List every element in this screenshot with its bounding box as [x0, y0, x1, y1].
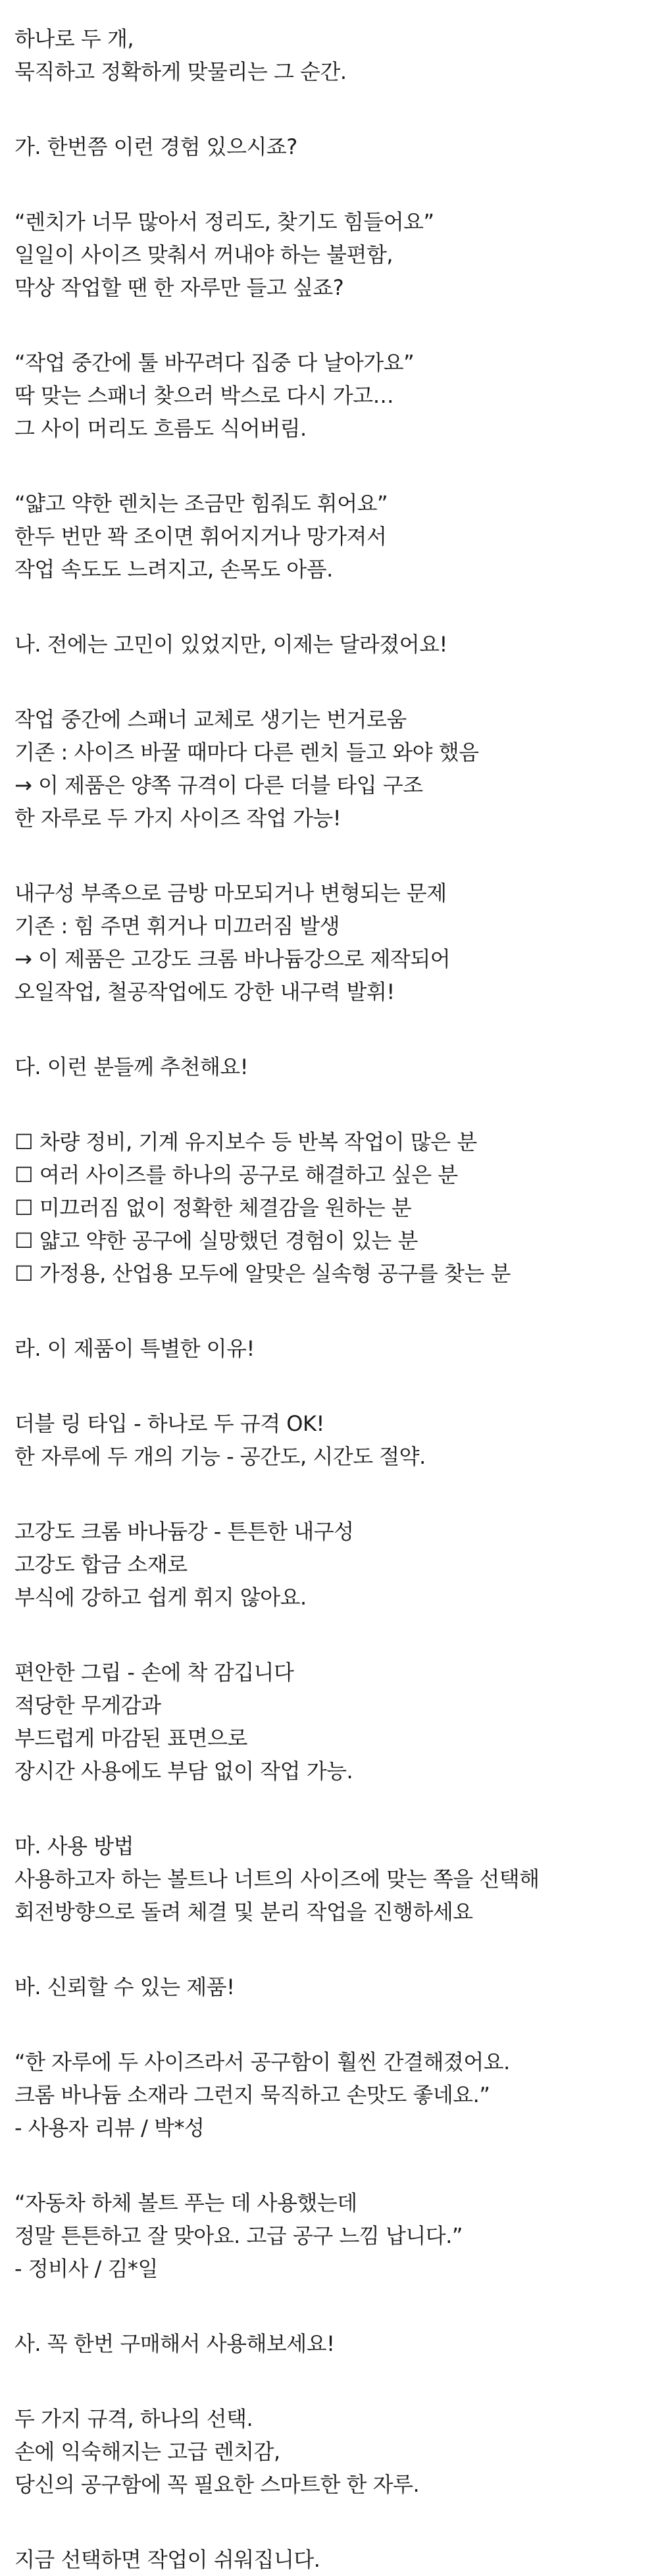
pain-point-line: 작업 속도도 느려지고, 손목도 아픔.: [14, 557, 333, 582]
pain-point-line: 일일이 사이즈 맞춰서 꺼내야 하는 불편함,: [14, 242, 393, 267]
feature-paragraph: [14, 1656, 658, 1788]
review-author: - 정비사 / 김*일: [14, 2256, 158, 2281]
feature-title: 편안한 그립 - 손에 착 감깁니다: [14, 1660, 294, 1685]
usage-line: 사용하고자 하는 볼트나 너트의 사이즈에 맞는 쪽을 선택해: [14, 1867, 540, 1892]
section-heading-na: [14, 628, 658, 661]
heading-text: 다. 이런 분들께 추천해요!: [14, 1054, 249, 1079]
solution-line: 기존 : 사이즈 바꿀 때마다 다른 렌치 들고 와야 했음: [14, 740, 479, 765]
feature-line: 장시간 사용에도 부담 없이 작업 가능.: [14, 1759, 353, 1784]
solution-line: 작업 중간에 스패너 교체로 생기는 번거로움: [14, 707, 407, 732]
closing-line: 두 가지 규격, 하나의 선택.: [14, 2406, 253, 2431]
pain-point-quote: “작업 중간에 툴 바꾸려다 집중 다 날아가요”: [14, 350, 415, 375]
solution-line: → 이 제품은 양쪽 규격이 다른 더블 타입 구조: [14, 773, 423, 798]
pain-point-line: 한두 번만 꽉 조이면 휘어지거나 망가져서: [14, 524, 387, 549]
heading-text: 마. 사용 방법: [14, 1834, 134, 1859]
review-paragraph: [14, 2186, 658, 2285]
feature-line: 적당한 무게감과: [14, 1693, 161, 1718]
pain-point-quote: “렌치가 너무 많아서 정리도, 찾기도 힘들어요”: [14, 209, 434, 234]
section-heading-da: [14, 1050, 658, 1083]
review-quote: 정말 튼튼하고 잘 맞아요. 고급 공구 느낌 납니다.”: [14, 2223, 463, 2248]
final-paragraph: [14, 2543, 658, 2576]
solution-paragraph: [14, 703, 658, 835]
solution-line: → 이 제품은 고강도 크롬 바나듐강으로 제작되어: [14, 946, 451, 971]
feature-line: 부드럽게 마감된 표면으로: [14, 1726, 247, 1751]
section-heading-ra: [14, 1332, 658, 1365]
feature-title: 더블 링 타입 - 하나로 두 규격 OK!: [14, 1411, 324, 1436]
final-line: 지금 선택하면 작업이 쉬워집니다.: [14, 2547, 320, 2572]
heading-text: 가. 한번쯤 이런 경험 있으시죠?: [14, 134, 297, 159]
checklist-item: ☐ 여러 사이즈를 하나의 공구로 해결하고 싶은 분: [14, 1162, 458, 1187]
pain-point-line: 딱 맞는 스패너 찾으러 박스로 다시 가고…: [14, 383, 394, 408]
intro-paragraph: [14, 22, 658, 88]
review-quote: “자동차 하체 볼트 푸는 데 사용했는데: [14, 2190, 357, 2215]
solution-line: 내구성 부족으로 금방 마모되거나 변형되는 문제: [14, 881, 447, 906]
intro-line: 하나로 두 개,: [14, 26, 134, 51]
feature-title: 고강도 크롬 바나듐강 - 튼튼한 내구성: [14, 1519, 354, 1544]
pain-point-line: 막상 작업할 땐 한 자루만 들고 싶죠?: [14, 275, 344, 300]
heading-text: 라. 이 제품이 특별한 이유!: [14, 1336, 255, 1361]
feature-paragraph: [14, 1407, 658, 1473]
review-author: - 사용자 리뷰 / 박*성: [14, 2115, 205, 2140]
review-quote: 크롬 바나듐 소재라 그런지 묵직하고 손맛도 좋네요.”: [14, 2082, 490, 2107]
section-heading-ga: [14, 130, 658, 163]
checklist-item: ☐ 차량 정비, 기계 유지보수 등 반복 작업이 많은 분: [14, 1129, 477, 1154]
solution-line: 기존 : 힘 주면 휘거나 미끄러짐 발생: [14, 914, 340, 939]
heading-text: 바. 신뢰할 수 있는 제품!: [14, 1974, 235, 1999]
pain-point-paragraph: [14, 346, 658, 445]
feature-line: 한 자루에 두 개의 기능 - 공간도, 시간도 절약.: [14, 1444, 426, 1469]
solution-paragraph: [14, 877, 658, 1008]
pain-point-paragraph: [14, 487, 658, 586]
heading-text: 사. 꼭 한번 구매해서 사용해보세요!: [14, 2331, 335, 2356]
pain-point-line: 그 사이 머리도 흐름도 식어버림.: [14, 416, 307, 441]
section-heading-ba: [14, 1971, 658, 2003]
closing-line: 당신의 공구함에 꼭 필요한 스마트한 한 자루.: [14, 2472, 420, 2497]
recommend-checklist: [14, 1125, 658, 1290]
intro-line: 묵직하고 정확하게 맞물리는 그 순간.: [14, 59, 347, 84]
feature-line: 부식에 강하고 쉽게 휘지 않아요.: [14, 1585, 307, 1610]
closing-paragraph: [14, 2402, 658, 2501]
review-paragraph: [14, 2046, 658, 2144]
checklist-item: ☐ 얇고 약한 공구에 실망했던 경험이 있는 분: [14, 1228, 418, 1253]
usage-paragraph: [14, 1830, 658, 1928]
checklist-item: ☐ 미끄러짐 없이 정확한 체결감을 원하는 분: [14, 1195, 412, 1220]
section-heading-sa: [14, 2327, 658, 2360]
feature-line: 고강도 합금 소재로: [14, 1552, 188, 1577]
feature-paragraph: [14, 1515, 658, 1614]
solution-line: 한 자루로 두 가지 사이즈 작업 가능!: [14, 806, 342, 831]
usage-line: 회전방향으로 돌려 체결 및 분리 작업을 진행하세요: [14, 1899, 473, 1924]
pain-point-quote: “얇고 약한 렌치는 조금만 힘줘도 휘어요”: [14, 491, 388, 516]
review-quote: “한 자루에 두 사이즈라서 공구함이 훨씬 간결해졌어요.: [14, 2049, 510, 2074]
solution-line: 오일작업, 철공작업에도 강한 내구력 발휘!: [14, 979, 395, 1004]
heading-text: 나. 전에는 고민이 있었지만, 이제는 달라졌어요!: [14, 632, 447, 657]
checklist-item: ☐ 가정용, 산업용 모두에 알맞은 실속형 공구를 찾는 분: [14, 1261, 511, 1286]
pain-point-paragraph: [14, 205, 658, 304]
closing-line: 손에 익숙해지는 고급 렌치감,: [14, 2439, 280, 2464]
